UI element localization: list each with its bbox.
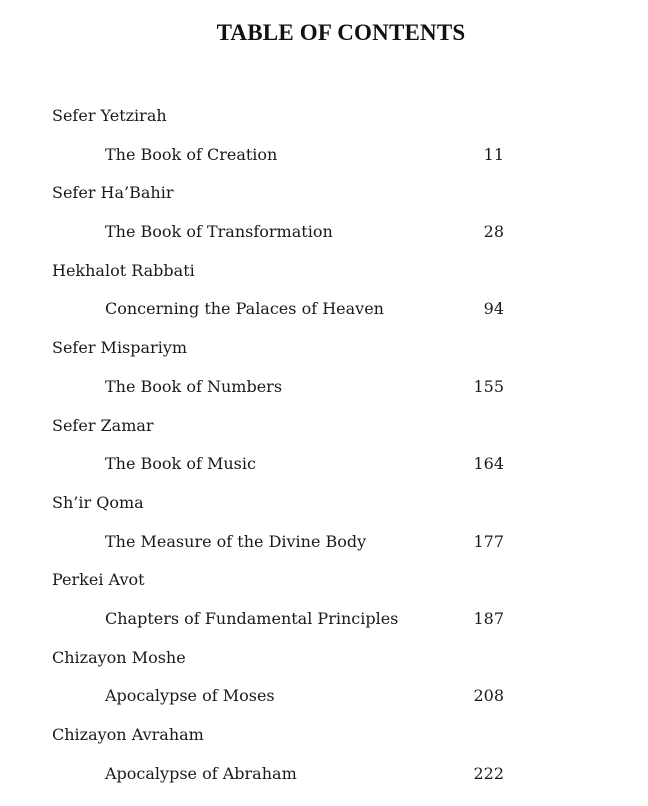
toc-subtitle: Concerning the Palaces of Heaven xyxy=(105,299,384,319)
toc-page-number: 177 xyxy=(473,531,504,551)
toc-book-title: Hekhalot Rabbati xyxy=(52,260,195,280)
toc-entry xyxy=(0,489,648,566)
toc-book-title: Perkei Avot xyxy=(52,570,145,590)
toc-subtitle: The Book of Numbers xyxy=(105,376,283,396)
toc-subtitle: The Book of Transformation xyxy=(105,222,333,242)
toc-book-title: Chizayon Avraham xyxy=(52,725,204,744)
toc-subtitle: The Measure of the Divine Body xyxy=(105,531,367,551)
toc-entry xyxy=(0,334,648,411)
toc-subtitle: Apocalypse of Moses xyxy=(105,686,275,706)
toc-subtitle: The Book of Creation xyxy=(105,144,278,164)
toc-book-title: Sefer Zamar xyxy=(52,415,154,435)
toc-entry xyxy=(0,721,648,798)
toc-book-title: Sefer Ha’Bahir xyxy=(52,183,174,203)
toc-entry xyxy=(0,412,648,489)
toc-entry xyxy=(0,102,648,179)
page-title: TABLE OF CONTENTS xyxy=(216,20,466,45)
toc-page-number: 164 xyxy=(473,454,504,474)
toc-page-number: 187 xyxy=(473,608,504,628)
toc-page-number: 28 xyxy=(483,222,504,242)
toc-subtitle: Apocalypse of Abraham xyxy=(105,763,297,783)
toc-book-title: Sh’ir Qoma xyxy=(52,492,144,512)
toc-subtitle: Chapters of Fundamental Principles xyxy=(105,608,399,628)
toc-page-number: 94 xyxy=(483,299,504,319)
toc-entry xyxy=(0,644,648,721)
toc-entry xyxy=(0,566,648,643)
table-of-contents xyxy=(0,102,648,798)
toc-page-number: 208 xyxy=(473,686,504,706)
toc-page-number: 155 xyxy=(473,376,504,396)
toc-book-title: Chizayon Moshe xyxy=(52,647,186,667)
toc-page-number: 11 xyxy=(483,144,504,164)
toc-book-title: Sefer Mispariym xyxy=(52,338,188,358)
toc-entry xyxy=(0,257,648,334)
toc-entry xyxy=(0,179,648,256)
toc-book-title: Sefer Yetzirah xyxy=(52,106,167,125)
toc-page-number: 222 xyxy=(473,763,504,783)
toc-subtitle: The Book of Music xyxy=(105,454,256,474)
